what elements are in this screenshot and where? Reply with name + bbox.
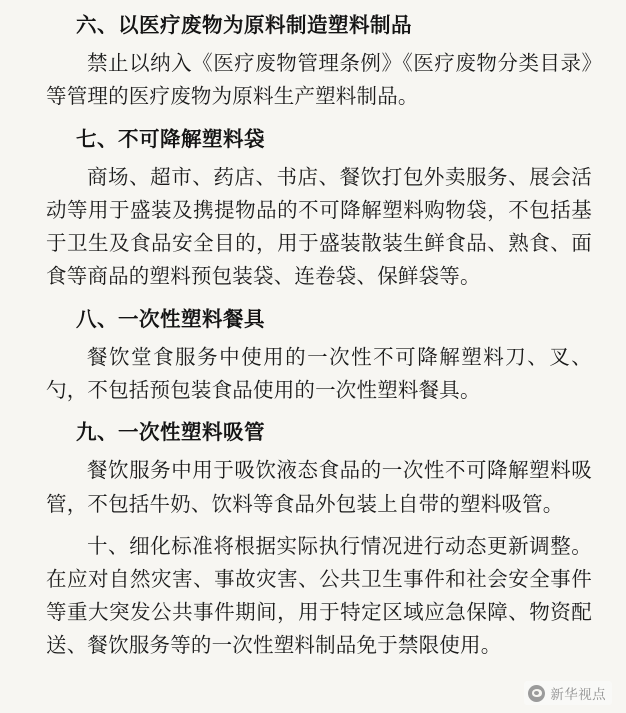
weibo-eye-icon [528,685,545,702]
section-paragraph: 餐饮服务中用于吸饮液态食品的一次性不可降解塑料吸管，不包括牛奶、饮料等食品外包装上自带的塑料吸管。 [46,460,592,516]
section-heading: 八、一次性塑料餐具 [76,308,265,331]
watermark [524,681,612,705]
watermark-label: 新华视点 [550,687,606,702]
document-section-6 [46,10,592,115]
section-paragraph: 餐饮堂食服务中使用的一次性不可降解塑料刀、叉、勺，不包括预包装食品使用的一次性塑料餐具。 [46,346,592,403]
section-paragraph: 十、细化标准将根据实际执行情况进行动态更新调整。在应对自然灾害、事故灾害、公共卫生事件和社会安全事件等重大突发公共事件期间，用于特定区域应急保障、物资配送、餐饮服务等的一次性塑料制品免于禁限使用。 [46,535,592,658]
document-section-8 [46,304,592,409]
document-section-9 [46,417,592,522]
section-heading: 六、以医疗废物为原料制造塑料制品 [76,15,412,37]
document-section-10 [46,531,592,664]
section-heading: 九、一次性塑料吸管 [76,422,265,445]
section-paragraph: 禁止以纳入《医疗废物管理条例》《医疗废物分类目录》等管理的医疗废物为原料生产塑料制品。 [46,53,592,109]
section-heading: 七、不可降解塑料袋 [76,128,265,151]
document-section-7 [46,124,592,295]
section-paragraph: 商场、超市、药店、书店、餐饮打包外卖服务、展会活动等用于盛装及携提物品的不可降解塑料购物袋，不包括基于卫生及食品安全目的，用于盛装散装生鲜食品、熟食、面食等商品的塑料预包装袋、连卷袋、保鲜袋等。 [46,166,592,289]
